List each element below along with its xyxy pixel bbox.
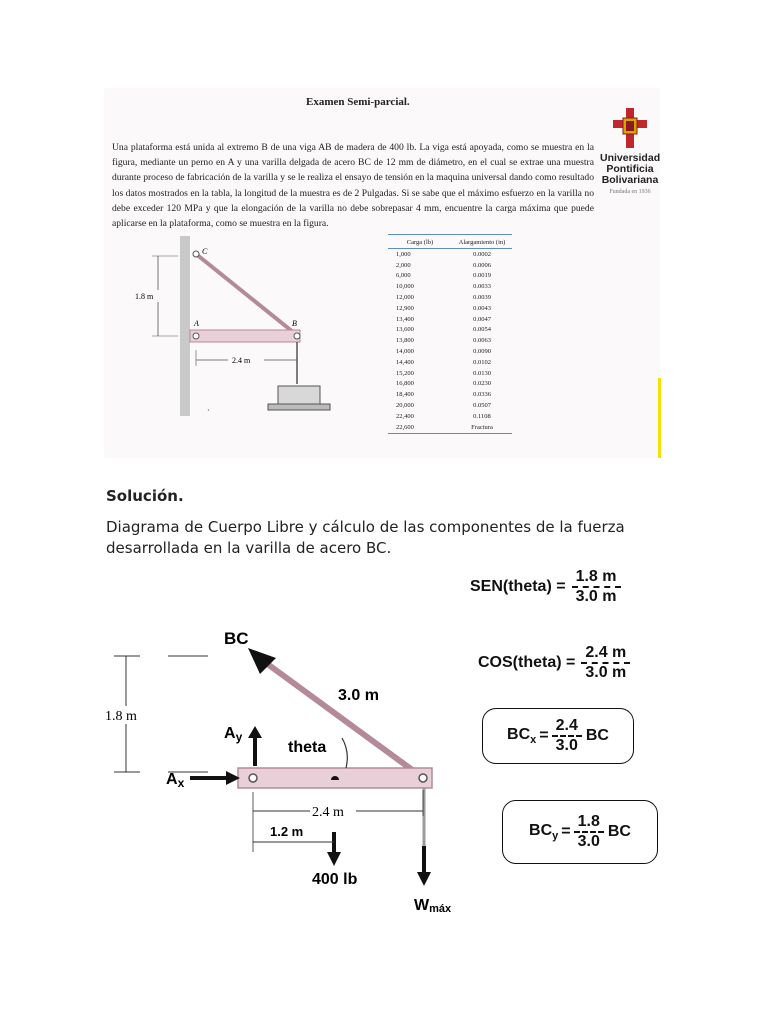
sen-lhs: SEN(theta) =	[470, 578, 566, 595]
label-a: A	[194, 319, 199, 328]
table-cell-load: 13,400	[396, 315, 414, 323]
table-cell-load: 22,400	[396, 412, 414, 420]
table-row	[388, 411, 512, 422]
exam-paragraph: Una plataforma está unida al extremo B de una viga AB de madera de 400 lb. La viga está apoyada, como se muestra en la figura, mediante un perno en A y una varilla delgada de acero BC de 12 mm de diámetro, en el cual se extrae una muestra durante proceso de fabricación de la varilla y se le realiza el ensayo de tensión en la maquina universal dando como resultado los datos mostrados en la tabla, la longitud de la muestra es de 2 Pulgadas. Si se sabe que el máximo esfuerzo en la varilla no debe exceder 120 MPa y que la elongación de la varilla no debe sobrepasar 4 mm, encuentre la carga máxima que puede aplicarse en la plataforma, como se muestra en la figura.	[112, 142, 594, 230]
label-b: B	[292, 319, 297, 328]
cos-formula	[478, 644, 630, 682]
table-cell-load: 20,000	[396, 402, 414, 410]
table-cell-elongation: 0.0006	[473, 261, 491, 269]
university-crest-icon	[613, 108, 647, 148]
logo-line-3: Bolivariana	[601, 174, 659, 186]
svg-text:·: ·	[207, 406, 210, 415]
pin-b-icon	[294, 333, 300, 339]
theta-arc	[342, 738, 347, 768]
table-cell-load: 10,000	[396, 283, 414, 291]
platform-icon	[278, 386, 320, 404]
cos-numerator: 2.4 m	[585, 644, 627, 661]
table-row	[388, 422, 512, 433]
bcx-numerator: 2.4	[555, 717, 578, 734]
table-cell-elongation: 0.0047	[473, 315, 491, 323]
solution-heading: Solución.	[106, 487, 184, 505]
table-cell-load: 12,000	[396, 294, 414, 302]
beam-ab	[190, 330, 300, 342]
table-row	[388, 357, 512, 368]
bc-label: BC	[224, 629, 249, 648]
table-cell-load: 16,800	[396, 380, 414, 388]
table-cell-elongation: 0.0130	[473, 369, 491, 377]
table-cell-elongation: 0.1108	[473, 412, 491, 420]
table-cell-load: 1,000	[396, 250, 411, 258]
table-row	[388, 249, 512, 260]
table-cell-elongation: 0.0063	[473, 337, 491, 345]
bcx-rhs: BC	[585, 727, 609, 744]
half-length-label: 1.2 m	[270, 824, 304, 839]
table-cell-load: 13,600	[396, 326, 414, 334]
solution-description: Diagrama de Cuerpo Libre y cálculo de las componentes de la fuerza desarrollada en la varilla de acero BC.	[106, 518, 625, 557]
exam-structure-figure	[104, 232, 374, 422]
wall	[180, 236, 190, 416]
table-row	[388, 335, 512, 346]
table-cell-load: 6,000	[396, 272, 411, 280]
table-cell-elongation: 0.0507	[473, 402, 491, 410]
table-header-elongation: Alargamiento (in)	[452, 235, 512, 249]
table-row	[388, 292, 512, 303]
sen-formula	[470, 568, 621, 606]
table-cell-elongation: 0.0002	[473, 250, 491, 258]
wmax-label: Wmáx	[414, 897, 452, 915]
fbd-pin-a-icon	[249, 774, 257, 782]
table-cell-elongation: 0.0230	[473, 380, 491, 388]
table-cell-load: 15,200	[396, 369, 414, 377]
dim-horizontal-label: 2.4 m	[232, 356, 251, 365]
logo-line-2: Pontificia	[606, 163, 654, 175]
bcy-denominator: 3.0	[574, 831, 604, 851]
bcx-formula	[482, 708, 634, 764]
fbd-rod-bc	[262, 660, 426, 780]
free-body-diagram	[90, 620, 470, 920]
table-row	[388, 368, 512, 379]
length-label: 3.0 m	[338, 687, 379, 704]
table-cell-load: 18,400	[396, 391, 414, 399]
bcx-equals: =	[539, 727, 549, 744]
table-cell-elongation: 0.0039	[473, 294, 491, 302]
ay-label: Ay	[224, 725, 243, 744]
table-row	[388, 281, 512, 292]
dim-vertical-label: 1.8 m	[135, 292, 154, 301]
logo-line-1: Universidad	[600, 152, 661, 164]
table-row	[388, 271, 512, 282]
cos-lhs: COS(theta) =	[478, 654, 576, 671]
table-cell-load: 12,900	[396, 304, 414, 312]
ax-label: Ax	[166, 771, 185, 790]
table-row	[388, 325, 512, 336]
pin-a-icon	[193, 333, 199, 339]
load-label: 400 lb	[312, 871, 358, 888]
bcy-lhs: $BC_y$	[529, 821, 559, 843]
table-cell-load: 14,400	[396, 358, 414, 366]
table-cell-load: 14,000	[396, 348, 414, 356]
table-row	[388, 379, 512, 390]
bcy-formula	[502, 800, 658, 864]
table-cell-elongation: 0.0336	[473, 391, 491, 399]
university-logo	[600, 108, 660, 195]
fbd-dim-horizontal: 2.4 m	[312, 805, 344, 820]
table-row	[388, 260, 512, 271]
table-cell-elongation: 0.0102	[473, 358, 491, 366]
yellow-edge-bar	[658, 378, 661, 458]
bcx-lhs: $BC_x$	[507, 725, 537, 747]
bcx-denominator: 3.0	[552, 735, 582, 755]
table-cell-load: 13,800	[396, 337, 414, 345]
bcy-equals: =	[561, 823, 571, 840]
table-cell-elongation: 0.0033	[473, 283, 491, 291]
table-cell-elongation: Fractura	[452, 422, 512, 433]
table-cell-load: 2,000	[396, 261, 411, 269]
bcy-numerator: 1.8	[577, 813, 600, 830]
rod-bc	[196, 254, 298, 336]
logo-tagline: Fundada en 1936	[609, 189, 651, 195]
table-cell-elongation: 0.0019	[473, 272, 491, 280]
table-row	[388, 400, 512, 411]
fbd-dim-vertical: 1.8 m	[105, 709, 137, 724]
table-header-load: Carga (lb)	[388, 235, 452, 249]
label-c: C	[202, 247, 208, 256]
bcy-rhs: BC	[607, 823, 631, 840]
tension-test-table	[388, 234, 512, 434]
table-row	[388, 314, 512, 325]
theta-label: theta	[288, 739, 327, 756]
table-cell-elongation: 0.0043	[473, 304, 491, 312]
table-cell-load: 22,600	[388, 422, 452, 433]
table-row	[388, 389, 512, 400]
exam-title: Examen Semi-parcial.	[306, 96, 410, 108]
fbd-pin-b-icon	[419, 774, 427, 782]
table-row	[388, 346, 512, 357]
table-cell-elongation: 0.0054	[473, 326, 491, 334]
cos-denominator: 3.0 m	[581, 662, 630, 682]
sen-numerator: 1.8 m	[575, 568, 617, 585]
sen-denominator: 3.0 m	[572, 586, 621, 606]
platform-base	[268, 404, 330, 410]
table-row	[388, 303, 512, 314]
pin-c-icon	[193, 251, 199, 257]
table-cell-elongation: 0.0090	[473, 348, 491, 356]
